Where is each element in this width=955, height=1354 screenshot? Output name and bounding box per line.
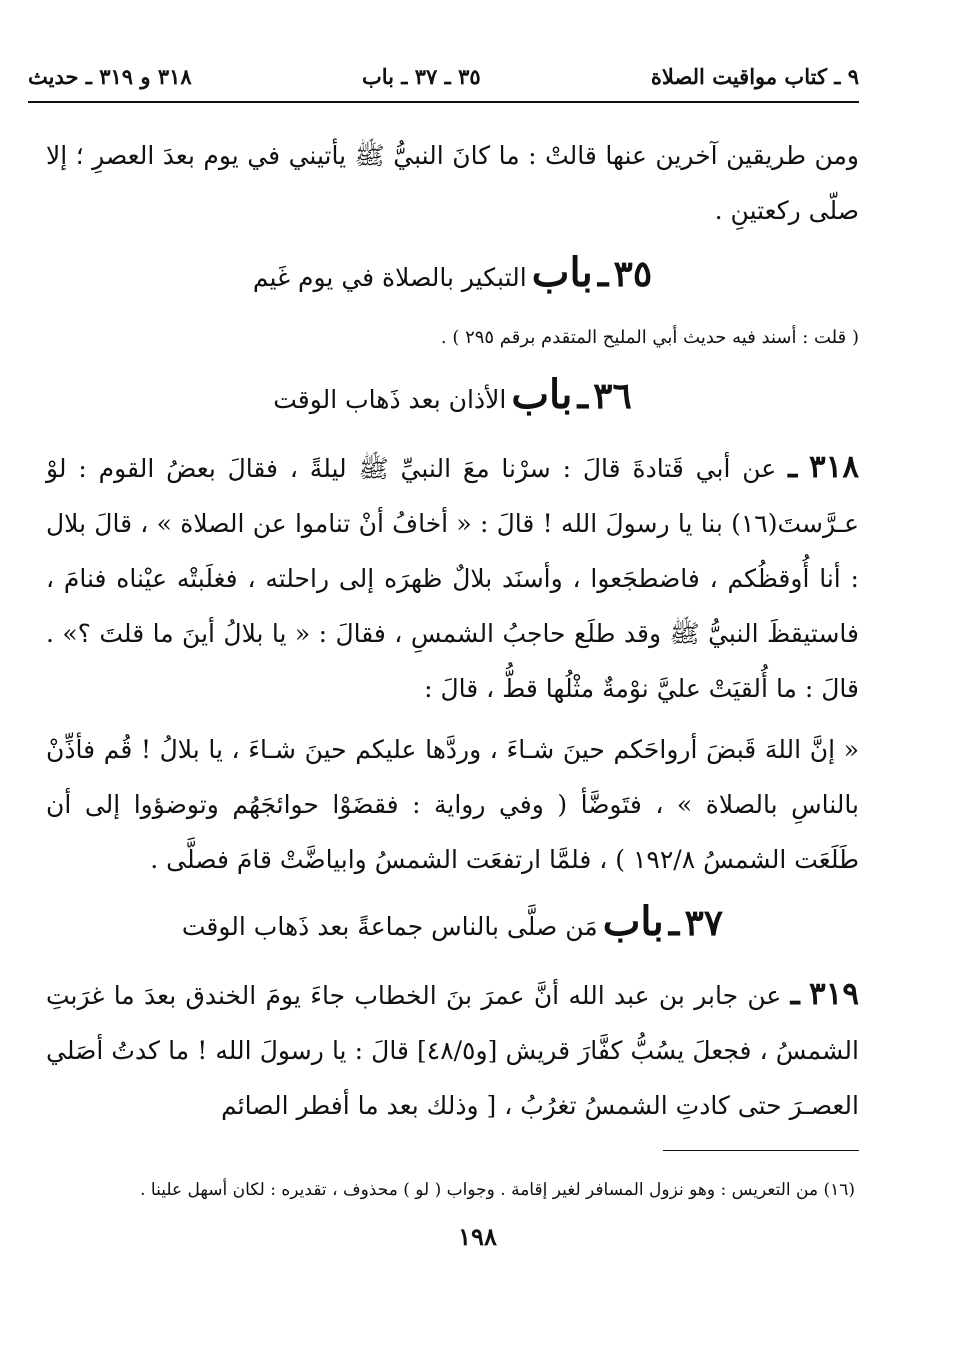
chapter-title: مَن صلَّى بالناس جماعةً بعد ذَهاب الوقت [181, 912, 598, 941]
chapter-note: ( قلت : أسند فيه حديث أبي المليح المتقدم برقم ٢٩٥ ) . [440, 327, 859, 348]
page-body [46, 128, 859, 1133]
header-book-title: ٩ ـ كتاب مواقيت الصلاة [650, 63, 859, 89]
chapter-dash: ـ [577, 375, 589, 417]
chapter-number: ٣٥ [613, 253, 653, 295]
header-chapter-range: ٣٥ ـ ٣٧ ـ باب [361, 63, 481, 89]
page-number: ١٩٨ [458, 1222, 497, 1251]
chapter-dash: ـ [597, 253, 609, 295]
chapter-heading-37 [46, 891, 859, 961]
footnote: (١٦) من التعريس : وهو نزول المسافر لغير إقامة . وجواب ( لو ) محذوف ، تقديره : لكان أسهل علينا . [140, 1180, 855, 1200]
hadith-dash: ـ [790, 976, 800, 1012]
header-hadith-range: ٣١٨ و ٣١٩ ـ حديث [28, 63, 192, 89]
header-rule [28, 101, 859, 103]
chapter-word: باب [531, 249, 593, 296]
chapter-number: ٣٧ [684, 902, 724, 944]
hadith-319 [46, 967, 859, 1133]
intro-paragraph: ومن طريقين آخرين عنها قالتْ : ما كانَ النبيُّ ﷺ يأتيني في يوم بعدَ العصرِ ؛ إلا صلّى ركعتينِ . [46, 141, 859, 225]
hadith-text: عن أبي قَتادةَ قالَ : سرْنا معَ النبيِّ ﷺ ليلةً ، فقالَ بعضُ القوم : لوْ عـرَّستَ(١٦) بنا يا رسولَ الله ! قالَ : « أخافُ أنْ تناموا عن الصلاة » ، قالَ بلال : أنا أُوقظُكم ، فاضطجَعوا ، وأسنَد بلالٌ ظهرَه إلى راحلته ، فغلَبتْه عيْناه فنامَ ، فاستيقظَ النبيُّ ﷺ وقد طلَع حاجبُ الشمسِ ، فقالَ : « يا بلالُ أينَ ما قلتَ ؟» . قالَ : ما أُلقيَتْ عليَّ نوْمةٌ مثْلُها قطُّ ، قالَ : [46, 454, 859, 703]
hadith-dash: ـ [788, 449, 798, 485]
chapter-word: باب [511, 371, 573, 418]
chapter-dash: ـ [668, 902, 680, 944]
footnote-rule [663, 1150, 859, 1151]
running-header [28, 58, 859, 94]
hadith-text: عن جابر بن عبد الله أنَّ عمرَ بنَ الخطاب جاءَ يومَ الخندق بعدَ ما غرَبتِ الشمسُ ، فجعلَ يسُبُّ كفَّارَ قريش [و٤٨/٥] قالَ : يا رسولَ الله ! ما كدتُ أصَلي العصـرَ حتى كادتِ الشمسُ تغرُبُ ، [ وذلك بعد ما أفطر الصائم [46, 981, 859, 1120]
chapter-word: باب [602, 898, 664, 945]
hadith-318 [46, 440, 859, 716]
chapter-title: التبكير بالصلاة في يوم غَيم [252, 263, 527, 292]
chapter-number: ٣٦ [593, 375, 632, 417]
chapter-title: الأذان بعد ذَهاب الوقت [273, 385, 507, 414]
hadith-318-quote: « إنَّ اللهَ قَبضَ أرواحَكم حينَ شـاءَ ، وردَّها عليكم حينَ شـاءَ ، يا بلالُ ! قُم فأذِّنْ بالناسِ بالصلاة » ، فتَوضَّأ ( وفي رواية : فقضَوْا حوائجَهُم وتوضؤوا إلى أن طَلَعَت الشمسُ ١٩٢/٨ ) ، فلمَّا ارتفعَت الشمسُ وابياضَّتْ قامَ فصلَّى . [46, 735, 859, 874]
chapter-heading-36 [46, 364, 859, 434]
hadith-number: ٣١٨ [809, 449, 859, 485]
chapter-heading-35 [46, 242, 859, 312]
hadith-number: ٣١٩ [809, 976, 859, 1012]
